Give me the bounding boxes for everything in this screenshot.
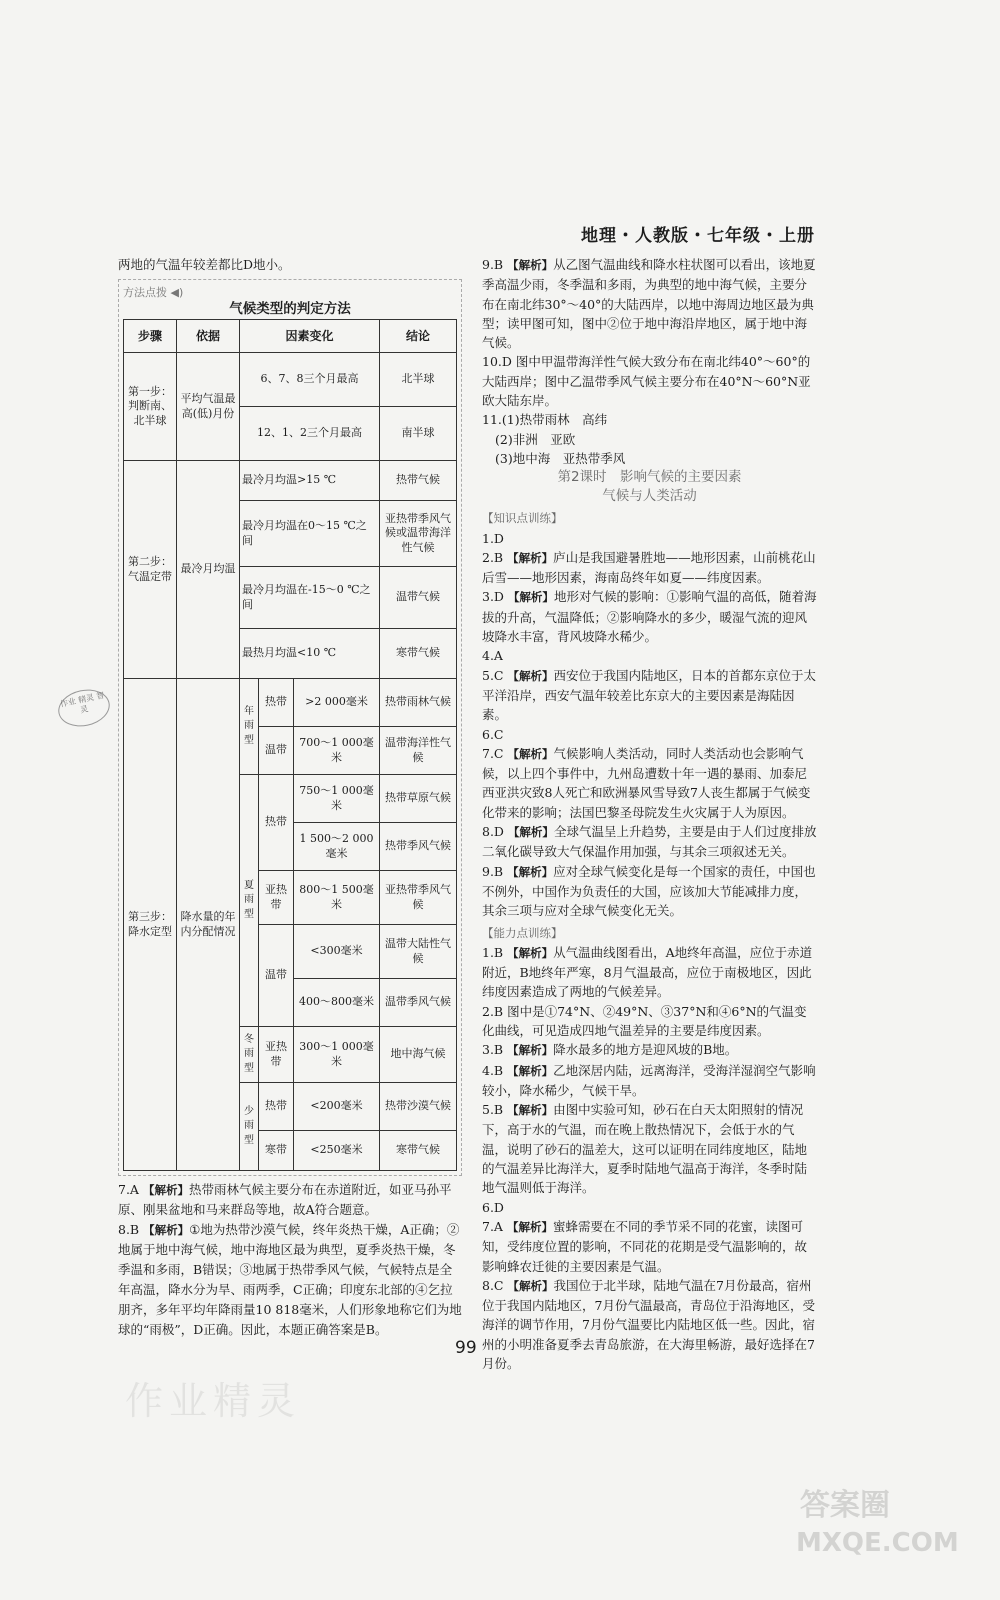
knowledge-tag: 【知识点训练】 [482,511,563,526]
zone-cell: 热带 [259,1083,294,1131]
table-row [124,353,457,407]
zone-cell: 亚热带 [259,1027,294,1083]
speaker-icon: ◀) [170,286,184,299]
zone-cell: 温带 [259,925,294,1027]
conclusion-cell: 北半球 [380,353,457,407]
answer-item: 3.B 【解析】降水最多的地方是迎风坡的B地。 [482,1042,738,1058]
answer-item: 7.A 【解析】热带雨林气候主要分布在赤道附近，如亚马孙平原、刚果盆地和马来群岛等地，故A符合题意。 [118,1182,452,1217]
factor-cell: <200毫米 [294,1083,380,1131]
factor-cell: 最冷月均温在0～15 ℃之间 [240,501,380,567]
left-answers [118,1180,462,1340]
table-row [124,461,457,501]
factor-cell: 12、1、2三个月最高 [240,407,380,461]
answer-item: 11.(1)热带雨林 高纬 [482,412,608,428]
zone-cell: 温带 [259,727,294,775]
answer-item: 9.B 【解析】从乙图气温曲线和降水柱状图可以看出，该地夏季高温少雨，冬季温和多雨，为典型的地中海气候，主要分布在南北纬30°～40°的大陆西岸，以地中海周边地区最为典型；读甲图可知，图中②位于地中海沿岸地区，属于地中海气候。 [482,257,816,351]
answer-item: 6.C [482,726,504,742]
answer-item: 2.B 【解析】庐山是我国避暑胜地——地形因素，山前桃花山后雪——地形因素，海南岛终年如夏——纬度因素。 [482,549,816,586]
stamp-logo: 作业 精灵 智灵 [55,685,113,731]
answer-item: 4.B 【解析】乙地深居内陆，远离海洋，受海洋湿润空气影响较小，降水稀少，气候干旱。 [482,1062,816,1098]
ability-tag: 【能力点训练】 [482,925,563,940]
left-column [118,255,462,1340]
factor-cell: 最热月均温<10 ℃ [240,629,380,679]
conclusion-cell: 寒带气候 [380,1131,457,1171]
table-title: 气候类型的判定方法 [229,301,351,317]
answer-item: 1.B 【解析】从气温曲线图看出，A地终年高温，应位于赤道附近，B地终年严寒，8月气温最高，应位于南极地区，因此纬度因素造成了两地的气候差异。 [482,944,813,1000]
conclusion-cell: 温带气候 [380,567,457,629]
answer-item: 6.D [482,1199,504,1215]
answer-item: (3)地中海 亚热带季风 [495,450,626,466]
answer-item: 5.B 【解析】由图中实验可知，砂石在白天太阳照射的情况下，高于水的气温，而在晚上散热情况下，会低于水的气温，说明了砂石的温差大，这可以证明在同纬度地区，陆地的气温差异比海洋大，夏季时陆地气温高于海洋，冬季时陆地气温则低于海洋。 [482,1102,808,1196]
answer-item: 4.A [482,648,503,664]
watermark-url: MXQE.COM [796,1528,959,1558]
conclusion-cell: 温带季风气候 [380,979,457,1027]
answer-item: 3.D 【解析】地形对气候的影响：①影响气温的高低，随着海拔的升高，气温降低；②影响降水的多少，暖湿气流的迎风坡降水丰富，背风坡降水稀少。 [482,589,817,645]
group-cell: 夏雨型 [240,775,259,1027]
conclusion-cell: 热带草原气候 [380,775,457,823]
factor-cell: 400～800毫米 [294,979,380,1027]
conclusion-cell: 寒带气候 [380,629,457,679]
page-number: 99 [455,1338,477,1358]
group-cell: 冬雨型 [240,1027,259,1083]
conclusion-cell: 南半球 [380,407,457,461]
answer-item: 8.B 【解析】①地为热带沙漠气候，终年炎热干燥，A正确；②地属于地中海气候，地中海地区最为典型，夏季炎热干燥，冬季温和多雨，B错误；③地属于热带季风气候，气候特点是全年高温，降水分为旱、雨两季，C正确；印度东北部的④乞拉朋齐，多年平均年降雨量10 818毫米，人们形象地称它们为地球的“雨极”，D正确。因此，本题正确答案是B。 [118,1222,462,1337]
page-header: 地理・人教版・七年级・上册 [581,226,815,246]
conclusion-cell: 热带沙漠气候 [380,1083,457,1131]
factor-cell: >2 000毫米 [294,679,380,727]
conclusion-cell: 温带海洋性气候 [380,727,457,775]
group-cell: 年雨型 [240,679,259,775]
method-tip-label: 方法点拨 ◀) [123,286,184,299]
conclusion-cell: 地中海气候 [380,1027,457,1083]
header-step: 步骤 [124,320,177,353]
zone-cell: 热带 [259,679,294,727]
zone-cell: 亚热带 [259,871,294,925]
table-row [124,679,457,727]
factor-cell: 最冷月均温>15 ℃ [240,461,380,501]
section-subtitle: 气候与人类活动 [602,488,697,505]
answer-item: 7.C 【解析】气候影响人类活动，同时人类活动也会影响气候，以上四个事件中，九州岛遭数十年一遇的暴雨、加泰尼西亚洪灾致8人死亡和欧洲暴风雪导致7人丧生都属于气候变化带来的影响；法国巴黎圣母院发生火灾属于人为原因。 [482,745,811,820]
step1-cell: 第一步：判断南、北半球 [124,353,177,461]
conclusion-cell: 热带气候 [380,461,457,501]
step2-basis: 最冷月均温 [177,461,240,679]
answer-item: 2.B 图中是①74°N、②49°N、③37°N和④6°N的气温变化曲线，可见造成四地气温差异的主要是纬度因素。 [482,1003,807,1038]
answer-item: 1.D [482,530,504,546]
watermark-text: 作业精灵 [125,1379,302,1423]
conclusion-cell: 温带大陆性气候 [380,925,457,979]
factor-cell: 6、7、8三个月最高 [240,353,380,407]
factor-cell: 800～1 500毫米 [294,871,380,925]
method-tip-box [118,279,462,1176]
factor-cell: 750～1 000毫米 [294,775,380,823]
section-title: 第2课时 影响气候的主要因素 [557,469,742,486]
answer-item: 10.D 图中甲温带海洋性气候大致分布在南北纬40°～60°的大陆西岸；图中乙温带季风气候主要分布在40°N～60°N亚欧大陆东岸。 [482,354,811,409]
factor-cell: 300～1 000毫米 [294,1027,380,1083]
group-cell: 少雨型 [240,1083,259,1171]
climate-judgement-table [123,319,457,1171]
header-conclusion: 结论 [380,320,457,353]
factor-cell: 700～1 000毫米 [294,727,380,775]
conclusion-cell: 亚热带季风气候 [380,871,457,925]
factor-cell: 1 500～2 000毫米 [294,823,380,871]
step3-basis: 降水量的年内分配情况 [177,679,240,1171]
answer-item: 5.C 【解析】西安位于我国内陆地区，日本的首都东京位于太平洋沿岸，西安气温年较差比东京大的主要因素是海陆因素。 [482,667,816,723]
answer-item: (2)非洲 亚欧 [495,431,576,447]
conclusion-cell: 热带季风气候 [380,823,457,871]
header-factor: 因素变化 [240,320,380,353]
table-header-row [124,320,457,353]
answer-item: 9.B 【解析】应对全球气候变化是每一个国家的责任，中国也不例外，中国作为负责任的大国，应该加大节能减排力度，其余三项与应对全球气候变化无关。 [482,863,816,919]
factor-cell: <250毫米 [294,1131,380,1171]
step2-cell: 第二步：气温定带 [124,461,177,679]
conclusion-cell: 热带雨林气候 [380,679,457,727]
zone-cell: 热带 [259,775,294,871]
watermark-logo: 答案圈 [800,1488,890,1523]
answer-item: 8.C 【解析】我国位于北半球，陆地气温在7月份最高，宿州位于我国内陆地区，7月份气温最高，青岛位于沿海地区，受海洋的调节作用，7月份气温要比内陆地区低一些。因此，宿州的小明准备夏季去青岛旅游，在大海里畅游，最好选择在7月份。 [482,1277,815,1372]
zone-cell: 寒带 [259,1131,294,1171]
answer-item: 7.A 【解析】蜜蜂需要在不同的季节采不同的花蜜，读图可知，受纬度位置的影响，不同花的花期是受气温影响的，故影响蜂农迁徙的主要因素是气温。 [482,1218,808,1274]
right-column [482,255,817,1373]
answer-item: 8.D 【解析】全球气温呈上升趋势，主要是由于人们过度排放二氧化碳导致大气保温作用加强，与其余三项叙述无关。 [482,824,817,860]
conclusion-cell: 亚热带季风气候或温带海洋性气候 [380,501,457,567]
intro-text: 两地的气温年较差都比D地小。 [118,257,291,272]
step3-cell: 第三步：降水定型 [124,679,177,1171]
factor-cell: <300毫米 [294,925,380,979]
factor-cell: 最冷月均温在-15～0 ℃之间 [240,567,380,629]
step1-basis: 平均气温最高(低)月份 [177,353,240,461]
header-basis: 依据 [177,320,240,353]
